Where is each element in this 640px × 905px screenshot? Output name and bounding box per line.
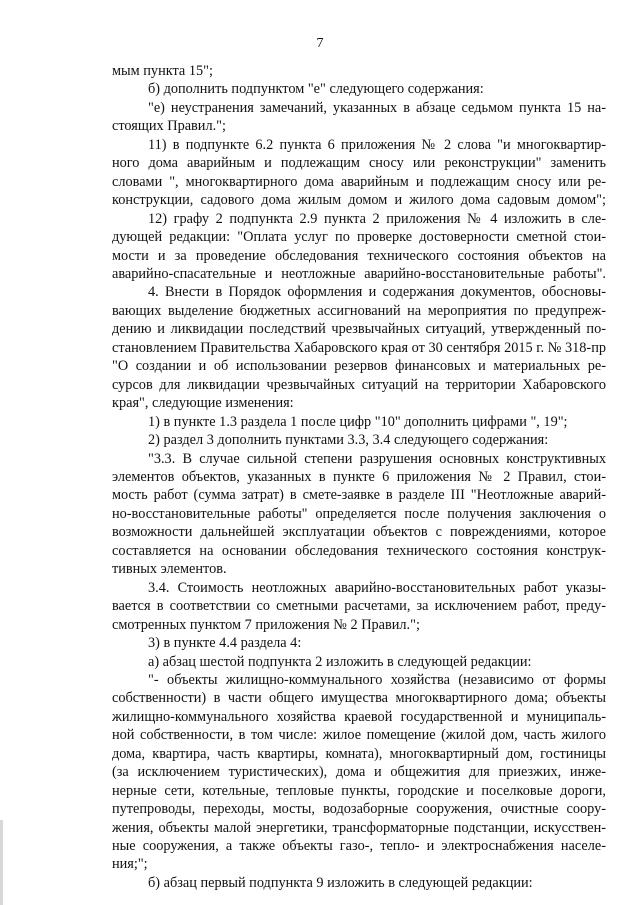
text-line: 3) в пункте 4.4 раздела 4: [148, 635, 302, 652]
text-line: ные сооружения, а также объекты газо-, тепло- и электроснабжения населе- [112, 838, 606, 855]
text-line: но-восстановительные работы" определяется после получения заключения о [112, 505, 606, 522]
text-line: стоящих Правил."; [112, 118, 226, 135]
text-line: мости и за проведение обследования технического состояния объектов на [112, 247, 606, 264]
text-line: мым пункта 15"; [112, 63, 213, 79]
text-line: края", следующие изменения: [112, 395, 294, 412]
text-line: ной собственности, в том числе: жилое помещение (жилой дом, часть жилого [112, 727, 606, 744]
text-line: а) абзац шестой подпункта 2 изложить в следующей редакции: [148, 653, 532, 670]
page-number: 7 [316, 36, 324, 51]
text-line: нерные сети, котельные, тепловые пункты, городские и поселковые дороги, [112, 782, 606, 799]
text-line: "- объекты жилищно-коммунального хозяйства (независимо от формы [148, 671, 606, 688]
text-line: путепроводы, переходы, мосты, водозаборные сооружения, очистные соору- [112, 801, 606, 818]
text-line: "О создании и об использовании резервов финансовых и материальных ре- [112, 358, 606, 375]
text-line: вается в соответствии со сметными расчетами, за исключением работ, преду- [112, 598, 606, 615]
text-line: 11) в подпункте 6.2 пункта 6 приложения № 2 слова "и многоквартир- [148, 136, 606, 153]
text-line: 3.4. Стоимость неотложных аварийно-восстановительных работ указы- [148, 579, 606, 596]
text-line: ния;"; [112, 856, 148, 873]
text-line: 2) раздел 3 дополнить пунктами 3.3, 3.4 следующего содержания: [148, 432, 549, 449]
text-line: смотренных пунктом 7 приложения № 2 Правил."; [112, 616, 420, 633]
text-line: "3.3. В случае сильной степени разрушения основных конструктивных [148, 450, 606, 467]
text-line: сурсов для ликвидации чрезвычайных ситуаций на территории Хабаровского [112, 376, 606, 393]
text-line: мость работ (сумма затрат) в смете-заявке в разделе III "Неотложные аварий- [112, 487, 606, 504]
text-line: б) дополнить подпунктом "е" следующего содержания: [148, 81, 484, 98]
text-line: элементов объектов, указанных в пункте 6 приложения № 2 Правил, стои- [112, 468, 606, 485]
text-line: тивных элементов. [112, 561, 227, 578]
text-line: дующей редакции: "Оплата услуг по проверке достоверности сметной стои- [112, 229, 606, 246]
text-line: "е) неустранения замечаний, указанных в абзаце седьмом пункта 15 на- [148, 99, 606, 116]
text-line: дома, квартира, часть квартиры, комната), многоквартирный дом, гостиницы [112, 745, 606, 762]
text-line: б) абзац первый подпункта 9 изложить в следующей редакции: [148, 874, 533, 891]
text-line: аварийно-спасательные и неотложные аварийно-восстановительные работы". [112, 265, 606, 282]
text-line: ного дома аварийным и подлежащим сносу или реконструкции" заменить [112, 155, 606, 172]
text-line: составляется на основании обследования технического состояния конструк- [112, 542, 606, 559]
text-line: 12) графу 2 подпункта 2.9 пункта 2 приложения № 4 изложить в сле- [148, 210, 606, 227]
text-line: 4. Внести в Порядок оформления и содержания документов, обосновы- [148, 284, 606, 301]
scan-edge-shadow [0, 820, 3, 905]
document-body [112, 62, 606, 892]
text-line: (за исключением туристических), дома и общежития для приезжих, инже- [112, 764, 606, 781]
text-line: жения, объекты малой энергетики, трансформаторные подстанции, искусствен- [112, 819, 606, 836]
text-line: жилищно-коммунального хозяйства краевой государственной и муниципаль- [112, 708, 606, 725]
text-line: становлением Правительства Хабаровского края от 30 сентября 2015 г. № 318-пр [112, 339, 606, 356]
text-line: конструкции, садового дома жилым домом и жилого дома садовым домом"; [112, 192, 606, 209]
text-line: возможности дальнейшей эксплуатации объектов с повреждениями, которое [112, 524, 606, 541]
text-line: дению и ликвидации последствий чрезвычайных ситуаций, утвержденный по- [112, 321, 606, 338]
text-line: вающих выделение бюджетных ассигнований на мероприятия по предупреж- [112, 302, 606, 319]
text-line: 1) в пункте 1.3 раздела 1 после цифр "10" дополнить цифрами ", 19"; [148, 413, 568, 430]
text-line: словами ", многоквартирного дома аварийным и подлежащим сносу или ре- [112, 173, 606, 190]
text-line: собственности) в части общего имущества многоквартирного дома; объекты [112, 690, 606, 707]
